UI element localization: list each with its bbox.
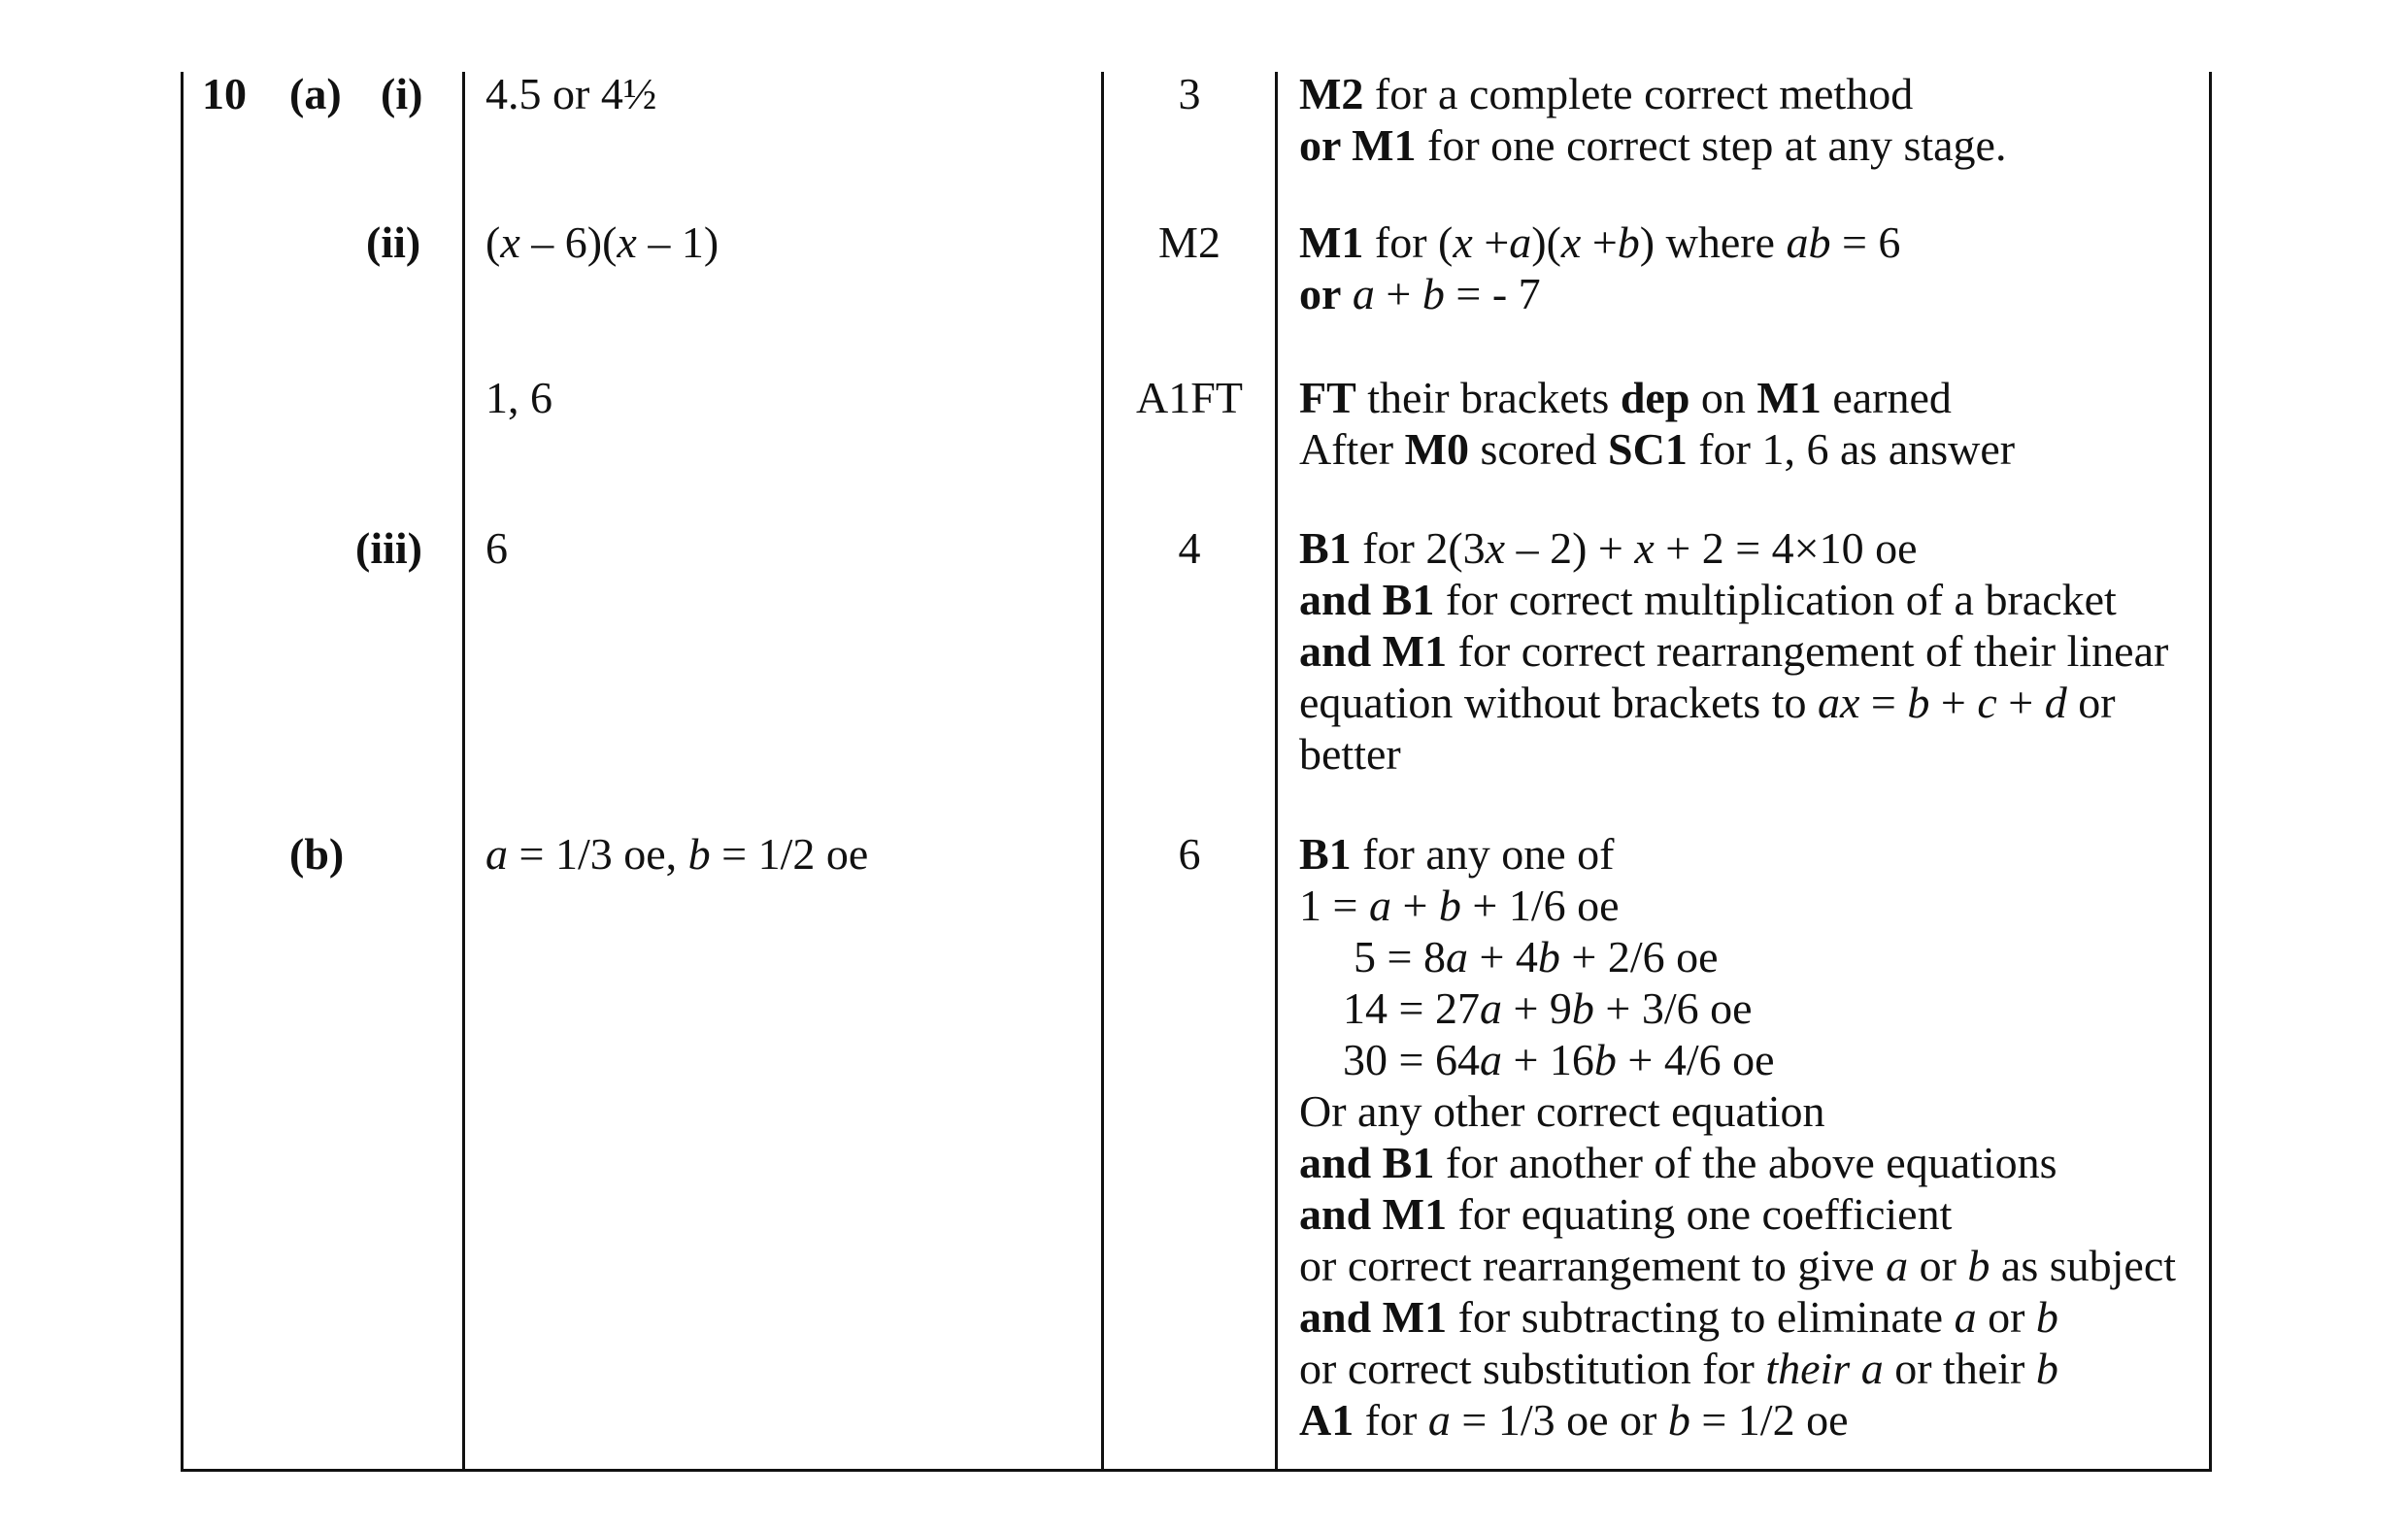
guidance-a-i: M2 for a complete correct method or M1 for one correct step at any stage. (1299, 69, 2007, 170)
mark-a-ii: M2 (1158, 217, 1221, 267)
answer-a-i: 4.5 or 4½ (485, 69, 657, 118)
answer-b: a = 1/3 oe, b = 1/2 oe (485, 829, 869, 879)
mark-b: 6 (1178, 829, 1201, 879)
answer-a-iii: 6 (485, 523, 508, 573)
part-b-label: (b) (289, 829, 345, 879)
mark-a-ii-roots: A1FT (1136, 373, 1243, 422)
sub-ii-label: (ii) (366, 217, 421, 267)
answer-a-ii-roots: 1, 6 (485, 373, 552, 422)
mark-a-i: 3 (1178, 69, 1201, 118)
question-number: 10 (202, 69, 247, 118)
column-divider-2 (1101, 72, 1104, 1472)
part-a-label: (a) (289, 69, 342, 118)
sub-iii-label: (iii) (355, 523, 422, 573)
column-divider-1 (462, 72, 465, 1472)
answer-a-ii: (x – 6)(x – 1) (485, 217, 719, 267)
column-divider-3 (1275, 72, 1278, 1472)
guidance-b: B1 for any one of 1 = a + b + 1/6 oe 5 = 8a + 4b + 2/6 oe 14 = 27a + 9b + 3/6 oe 30 = 64a + 16b + 4/6 oe Or any other correct equation and B1 for another of the above equations and M1 for equating one coefficient or correct rearrangement to give a or b as subject and M1 for subtracting to eliminate a or b or correct substitution for their a or their b A1 for a = 1/3 oe or b = 1/2 oe (1299, 829, 2177, 1445)
sub-i-label: (i) (381, 69, 423, 118)
mark-a-iii: 4 (1178, 523, 1201, 573)
guidance-a-ii-roots: FT their brackets dep on M1 earned After M0 scored SC1 for 1, 6 as answer (1299, 373, 2016, 474)
guidance-a-ii: M1 for (x +a)(x +b) where ab = 6 or a + b = - 7 (1299, 217, 1901, 318)
guidance-a-iii: B1 for 2(3x – 2) + x + 2 = 4×10 oe and B1 for correct multiplication of a bracket and M1 for correct rearrangement of their linear equation without brackets to ax = b + c + d or better (1299, 523, 2169, 779)
